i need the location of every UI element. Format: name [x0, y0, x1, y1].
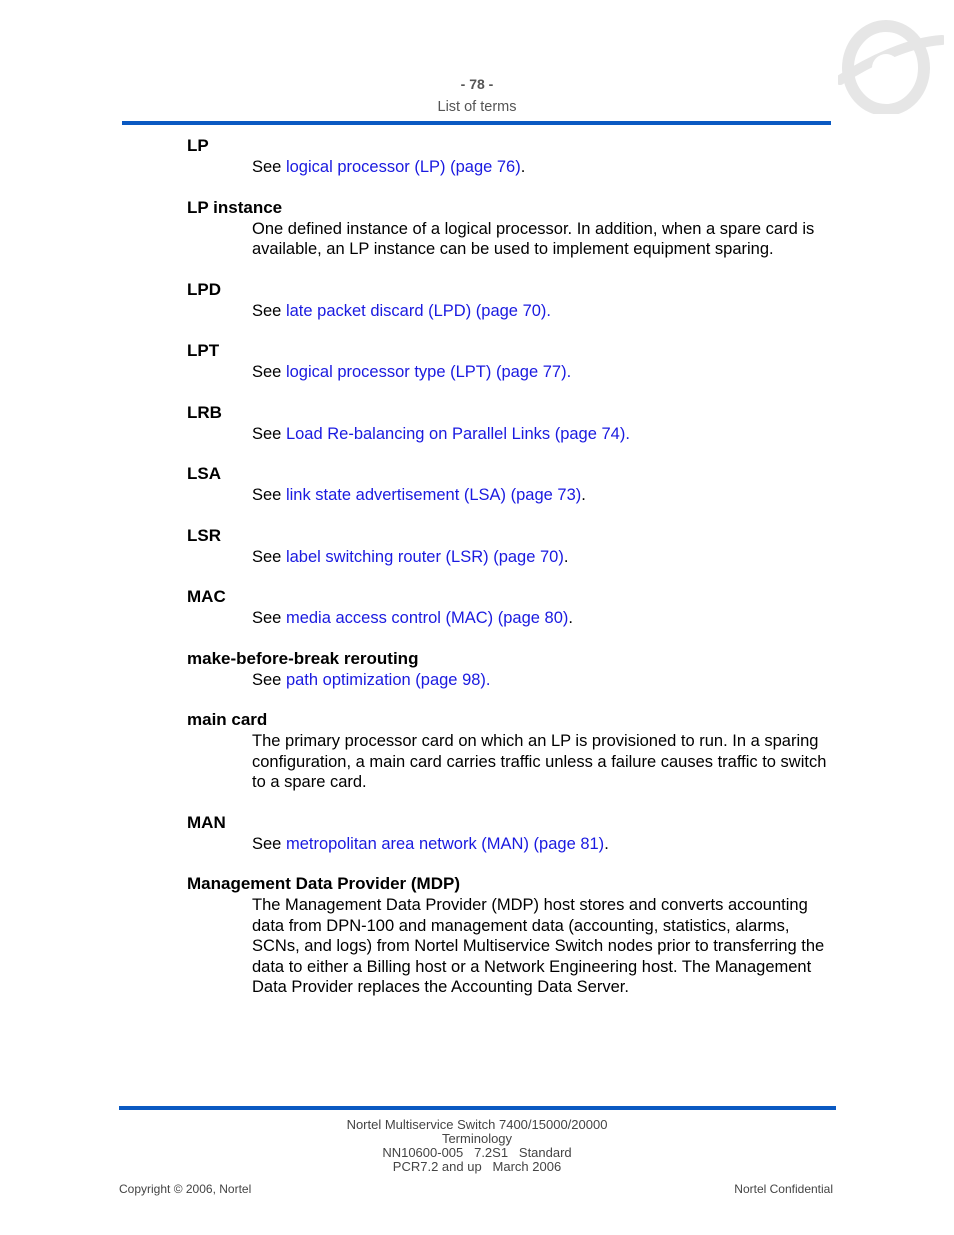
- definition-suffix: .: [520, 158, 526, 176]
- glossary-entry: [187, 873, 837, 998]
- document-info: [0, 1118, 954, 1174]
- product-name: Nortel Multiservice Switch 7400/15000/20000: [346, 1117, 608, 1132]
- cross-reference-link[interactable]: link state advertisement (LSA) (page 73): [285, 486, 582, 504]
- definition-suffix: .: [563, 547, 569, 566]
- document-number: NN10600-005 7.2S1 Standard: [382, 1145, 572, 1160]
- cross-reference-link[interactable]: media access control (MAC) (page 80): [285, 609, 569, 627]
- definition-prefix: See: [252, 486, 286, 504]
- definition-prefix: See: [252, 547, 286, 566]
- definition-suffix: .: [581, 486, 586, 504]
- term-definition: [252, 424, 837, 445]
- definition-prefix: See: [252, 834, 286, 853]
- term-definition: [252, 485, 837, 506]
- term-heading: main card: [187, 710, 268, 729]
- cross-reference-link[interactable]: path optimization (page 98).: [285, 670, 491, 689]
- term-heading: LPT: [187, 341, 220, 360]
- section-title: List of terms: [437, 99, 517, 115]
- definition-prefix: See: [252, 301, 286, 320]
- definition-prefix: See: [252, 158, 286, 176]
- term-definition: [252, 547, 837, 568]
- term-definition: [252, 157, 837, 178]
- term-definition: [252, 608, 837, 629]
- glossary-entries: [187, 135, 837, 1017]
- definition-suffix: .: [568, 609, 573, 627]
- cross-reference-link[interactable]: metropolitan area network (MAN) (page 81): [285, 834, 605, 853]
- definition-prefix: See: [252, 363, 286, 381]
- term-heading: make-before-break rerouting: [187, 648, 419, 668]
- cross-reference-link[interactable]: label switching router (LSR) (page 70): [285, 547, 564, 566]
- glossary-entry: [187, 463, 837, 506]
- term-heading: LSA: [187, 464, 221, 483]
- term-definition: The primary processor card on which an LP is provisioned to run. In a sparing configuration, a main card carries traffic unless a failure causes traffic to switch to a spare card.: [252, 732, 827, 791]
- term-heading: MAC: [187, 587, 226, 606]
- glossary-entry: [187, 586, 837, 629]
- glossary-entry: [187, 812, 837, 855]
- page-number: - 78 -: [460, 76, 494, 92]
- term-heading: LRB: [187, 402, 222, 422]
- term-definition: One defined instance of a logical processor. In addition, when a spare card is available, an LP instance can be used to implement equipment sparing.: [252, 219, 815, 258]
- glossary-entry: [187, 340, 837, 383]
- confidentiality-label: Nortel Confidential: [734, 1182, 833, 1196]
- term-definition: [252, 301, 837, 322]
- term-heading: LPD: [187, 279, 221, 299]
- cross-reference-link[interactable]: logical processor (LP) (page 76): [285, 158, 521, 176]
- glossary-entry: [187, 402, 837, 445]
- cross-reference-link[interactable]: Load Re-balancing on Parallel Links (page 74).: [285, 424, 630, 443]
- definition-prefix: See: [252, 609, 286, 627]
- term-heading: MAN: [187, 812, 226, 832]
- term-heading: Management Data Provider (MDP): [187, 874, 460, 893]
- term-definition: [252, 362, 837, 383]
- definition-suffix: .: [604, 834, 609, 853]
- glossary-entry: [187, 279, 837, 322]
- glossary-entry: [187, 709, 837, 793]
- term-heading: LP: [187, 136, 209, 155]
- glossary-entry: [187, 525, 837, 568]
- term-definition: The Management Data Provider (MDP) host stores and converts accounting data from DPN-100 and management data (accounting, statistics, alarms, SCNs, and logs) from Nortel Multiservice Switch nodes prior to transferring the data to either a Billing host or a Network Engineering host. The Management Data Provider replaces the Accounting Data Server.: [252, 896, 825, 996]
- release-date: PCR7.2 and up March 2006: [392, 1159, 562, 1174]
- document-title: Terminology: [441, 1131, 513, 1146]
- footer-rule: [119, 1106, 836, 1110]
- header-rule: [122, 121, 831, 125]
- term-definition: [252, 834, 837, 855]
- copyright: Copyright © 2006, Nortel: [119, 1182, 252, 1196]
- cross-reference-link[interactable]: logical processor type (LPT) (page 77).: [285, 363, 572, 381]
- definition-prefix: See: [252, 424, 286, 443]
- cross-reference-link[interactable]: late packet discard (LPD) (page 70).: [285, 301, 552, 320]
- term-definition: [252, 670, 837, 691]
- glossary-entry: [187, 135, 837, 178]
- definition-prefix: See: [252, 670, 286, 689]
- term-heading: LP instance: [187, 197, 283, 217]
- glossary-entry: [187, 648, 837, 691]
- term-heading: LSR: [187, 525, 221, 545]
- glossary-entry: [187, 197, 837, 260]
